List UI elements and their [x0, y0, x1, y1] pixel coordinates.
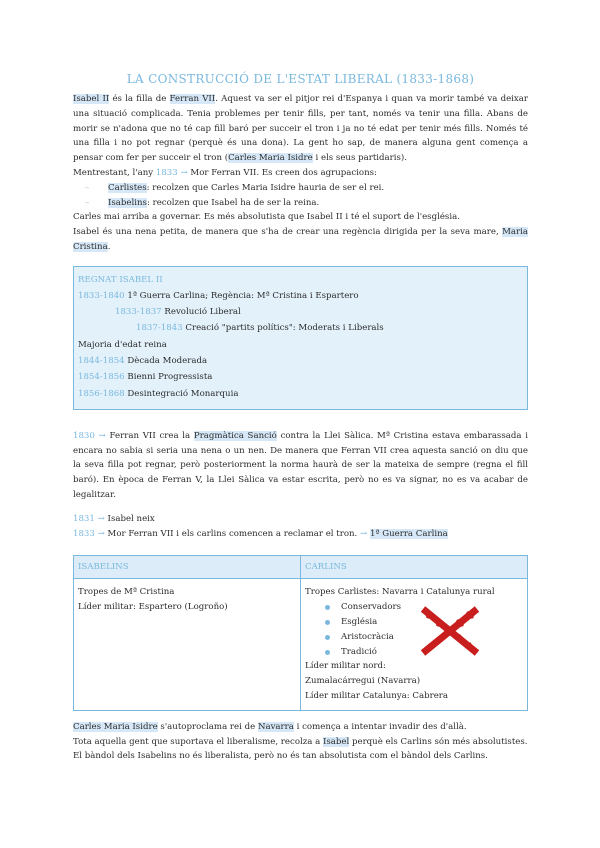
highlight-ferran-vii: Ferran VII	[169, 94, 216, 104]
highlight-maria-cristina: Maria Cristina	[73, 227, 528, 252]
list-item: Conservadors	[305, 600, 523, 615]
regnat-row: 1854-1856 Bienni Progressista	[78, 372, 213, 383]
carlins-list	[305, 600, 523, 659]
highlight-isabel-ii: Isabel II	[73, 94, 110, 104]
regnat-row: 1833-1840 1ª Guerra Carlina; Regència: Mª Cristina i Espartero	[78, 290, 359, 301]
regency-paragraph: Isabel és una nena petita, de manera que s'ha de crear una regència dirigida per la seva mare, Maria Cristina.	[73, 227, 528, 252]
spacer	[73, 503, 528, 512]
regnat-row: 1837-1843 Creació "partits polítics": Moderats i Liberals	[136, 323, 384, 334]
event-birth: 1831 → Isabel neix	[73, 513, 155, 524]
document-page	[73, 72, 528, 764]
spacer	[73, 711, 528, 720]
closing-paragraph-1: Carles Maria Isidre s'autoproclama rei de Navarra i comença a intentar invadir des d'allà.	[73, 721, 467, 732]
page-title: LA CONSTRUCCIÓ DE L'ESTAT LIBERAL (1833-1868)	[126, 72, 475, 86]
groups-list	[73, 181, 528, 211]
list-item: Tradició	[305, 645, 523, 660]
list-item: – Isabelins: recolzen que Isabel ha de ser la reina.	[73, 196, 528, 211]
regnat-row: 1844-1854 Dècada Moderada	[78, 355, 208, 366]
regnat-row: Majoria d'edat reina	[78, 339, 167, 350]
highlight-pragmatica: Pragmàtica Sanció	[193, 430, 277, 441]
date-1833: 1833 →	[155, 167, 188, 178]
intro-paragraph: Isabel II és la filla de Ferran VII. Aquest va ser el pitjor rei d'Espanya i quan va morir també va deixar una situació complicada. Tenia problemes per tenir fills, per tant, només va tenir una filla. Abans de morir se n'adona que no té cap fill baró per succeir el tron i ja no té edat per tenir més fills. Només té una filla i no pot regnar (perquè és una dona). La gent ho sap, de manera alguna gent comença a pensar com fer per succeir el tron (Carles Maria Isidre i els seus partidaris).	[73, 94, 528, 164]
burgundy-cross-flag-icon	[419, 606, 481, 656]
regnat-heading: REGNAT ISABEL II	[78, 274, 163, 285]
regnat-box	[73, 266, 528, 410]
event-death: 1833 → Mor Ferran VII i els carlins comencen a reclamar el tron. → 1ª Guerra Carlina	[73, 528, 448, 539]
regnat-row: 1856-1868 Desintegració Monarquia	[78, 388, 239, 399]
regnat-row: 1833-1837 Revolució Liberal	[115, 307, 241, 318]
arrow-icon: →	[360, 528, 368, 539]
table-header-carlins: CARLINS	[301, 556, 528, 579]
spacer	[73, 410, 528, 429]
table-cell-isabelins: Tropes de Mª Cristina Líder militar: Espartero (Logroño)	[74, 579, 301, 710]
table-cell-carlins: Tropes Carlistes: Navarra i Catalunya rural Conservadors Església Aristocràcia Tradició Líder militar nord: Zumalacárregui (Navarra) Líder militar Catalunya: Cabrera	[301, 579, 528, 710]
table-header-isabelins: ISABELINS	[74, 556, 301, 579]
pragmatica-paragraph: 1830 → Ferran VII crea la Pragmàtica Sanció contra la Llei Sàlica. Mª Cristina estava embarassada i encara no sabia si seria una nena o un nen. De manera que Ferran VII crea aquesta sanció on diu que la seva filla pot regnar, però posteriorment la norma haurà de ser la mateixa de sempre (regna el fill baró). En època de Ferran V, la Llei Sàlica va estar escrita, però no es va signar, no es va acabar de legalitzar.	[73, 430, 528, 501]
list-item: Església	[305, 615, 523, 630]
closing-paragraph-3: El bàndol dels Isabelins no és liberalista, però no és tan absolutista com el bàndol dels Carlins.	[73, 751, 488, 762]
highlight-guerra-carlina: 1ª Guerra Carlina	[369, 528, 448, 539]
succession-paragraph: Mentrestant, l'any 1833 → Mor Ferran VII. Es creen dos agrupacions:	[73, 167, 377, 178]
closing-paragraph-2: Tota aquella gent que suportava el liberalisme, recolza a Isabel perquè els Carlins són més absolutistes.	[73, 736, 528, 747]
highlight-carles: Carles Maria Isidre	[228, 153, 313, 164]
date-1830: 1830 →	[73, 430, 106, 441]
list-item: Aristocràcia	[305, 630, 523, 645]
list-item: – Carlistes: recolzen que Carles Maria Isidre hauria de ser el rei.	[73, 181, 528, 196]
factions-table	[73, 555, 528, 710]
carles-paragraph: Carles mai arriba a governar. Es més absolutista que Isabel II i té el suport de l'església.	[73, 212, 460, 223]
